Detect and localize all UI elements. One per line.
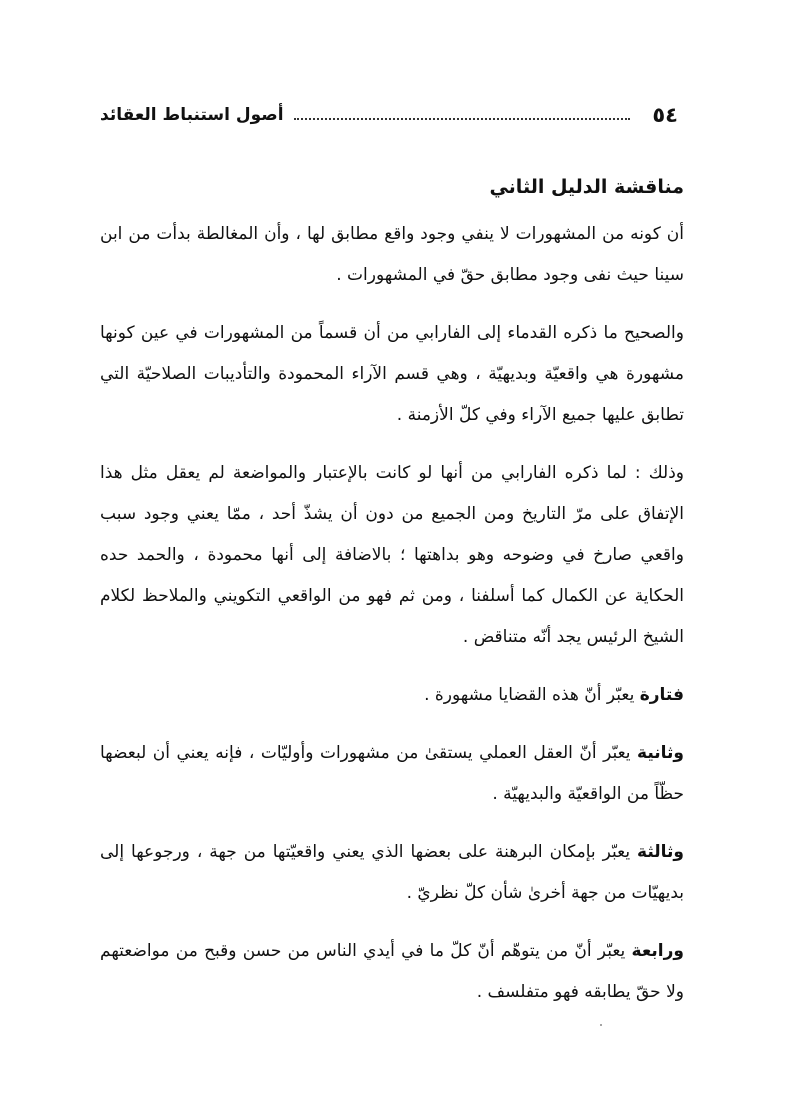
section-heading: مناقشة الدليل الثاني [489,176,684,198]
paragraph-lead: وثانية [637,743,684,763]
paragraph [100,675,684,716]
page-number: ٥٤ [652,103,678,127]
paragraph-text: والصحيح ما ذكره القدماء إلى الفارابي من أن قسماً من المشهورات في عين كونها مشهورة هي واقعيّة وبديهيّة ، وهي قسم الآراء المحمودة والتأديبات الصلاحيّة التي تطابق عليها جميع الآراء وفي كلّ الأزمنة . [100,323,684,425]
running-header [100,98,678,132]
paragraph [100,931,684,1013]
paragraph-text: يعبّر بإمكان البرهنة على بعضها الذي يعني واقعيّتها من جهة ، ورجوعها إلى بديهيّات من جهة أخرىٰ شأن كلّ نظريّ . [100,842,684,903]
page-body [100,170,684,1030]
scan-speck [600,1024,602,1026]
paragraph-lead: ورابعة [631,941,684,961]
paragraph [100,832,684,914]
paragraph-text: وذلك : لما ذكره الفارابي من أنها لو كانت بالإعتبار والمواضعة لم يعقل مثل هذا الإتفاق على مرّ التاريخ ومن الجميع من دون أن يشذّ أحد ، ممّا يعني وجود سبب واقعي صارخ في وضوحه وهو بداهتها ؛ بالاضافة إلى أنها محمودة ، والحمد حده الحكاية عن الكمال كما أسلفنا ، ومن ثم فهو من الواقعي التكويني والملاحظ لكلام الشيخ الرئيس يجد أنّه متناقض . [100,463,684,647]
paragraph [100,453,684,658]
header-dot-leader [294,118,631,120]
paragraph-text: يعبّر أنّ من يتوهّم أنّ كلّ ما في أيدي الناس من حسن وقبح من مواضعتهم ولا حقّ يطابقه فهو متفلسف . [100,941,684,1002]
paragraph-lead: فتارة [639,685,684,705]
paragraph-text: أن كونه من المشهورات لا ينفي وجود واقع مطابق لها ، وأن المغالطة بدأت من ابن سينا حيث نفى وجود مطابق حقّ في المشهورات . [100,224,684,285]
paragraph-text: يعبّر أنّ العقل العملي يستقىٰ من مشهورات وأوليّات ، فإنه يعني أن لبعضها حظّاً من الواقعيّة والبديهيّة . [100,743,684,804]
paragraph [100,214,684,296]
book-title: أصول استنباط العقائد [100,105,284,125]
paragraph-lead: وثالثة [637,842,684,862]
paragraph [100,733,684,815]
paragraph-text: يعبّر أنّ هذه القضايا مشهورة . [424,685,640,705]
paragraph [100,313,684,436]
